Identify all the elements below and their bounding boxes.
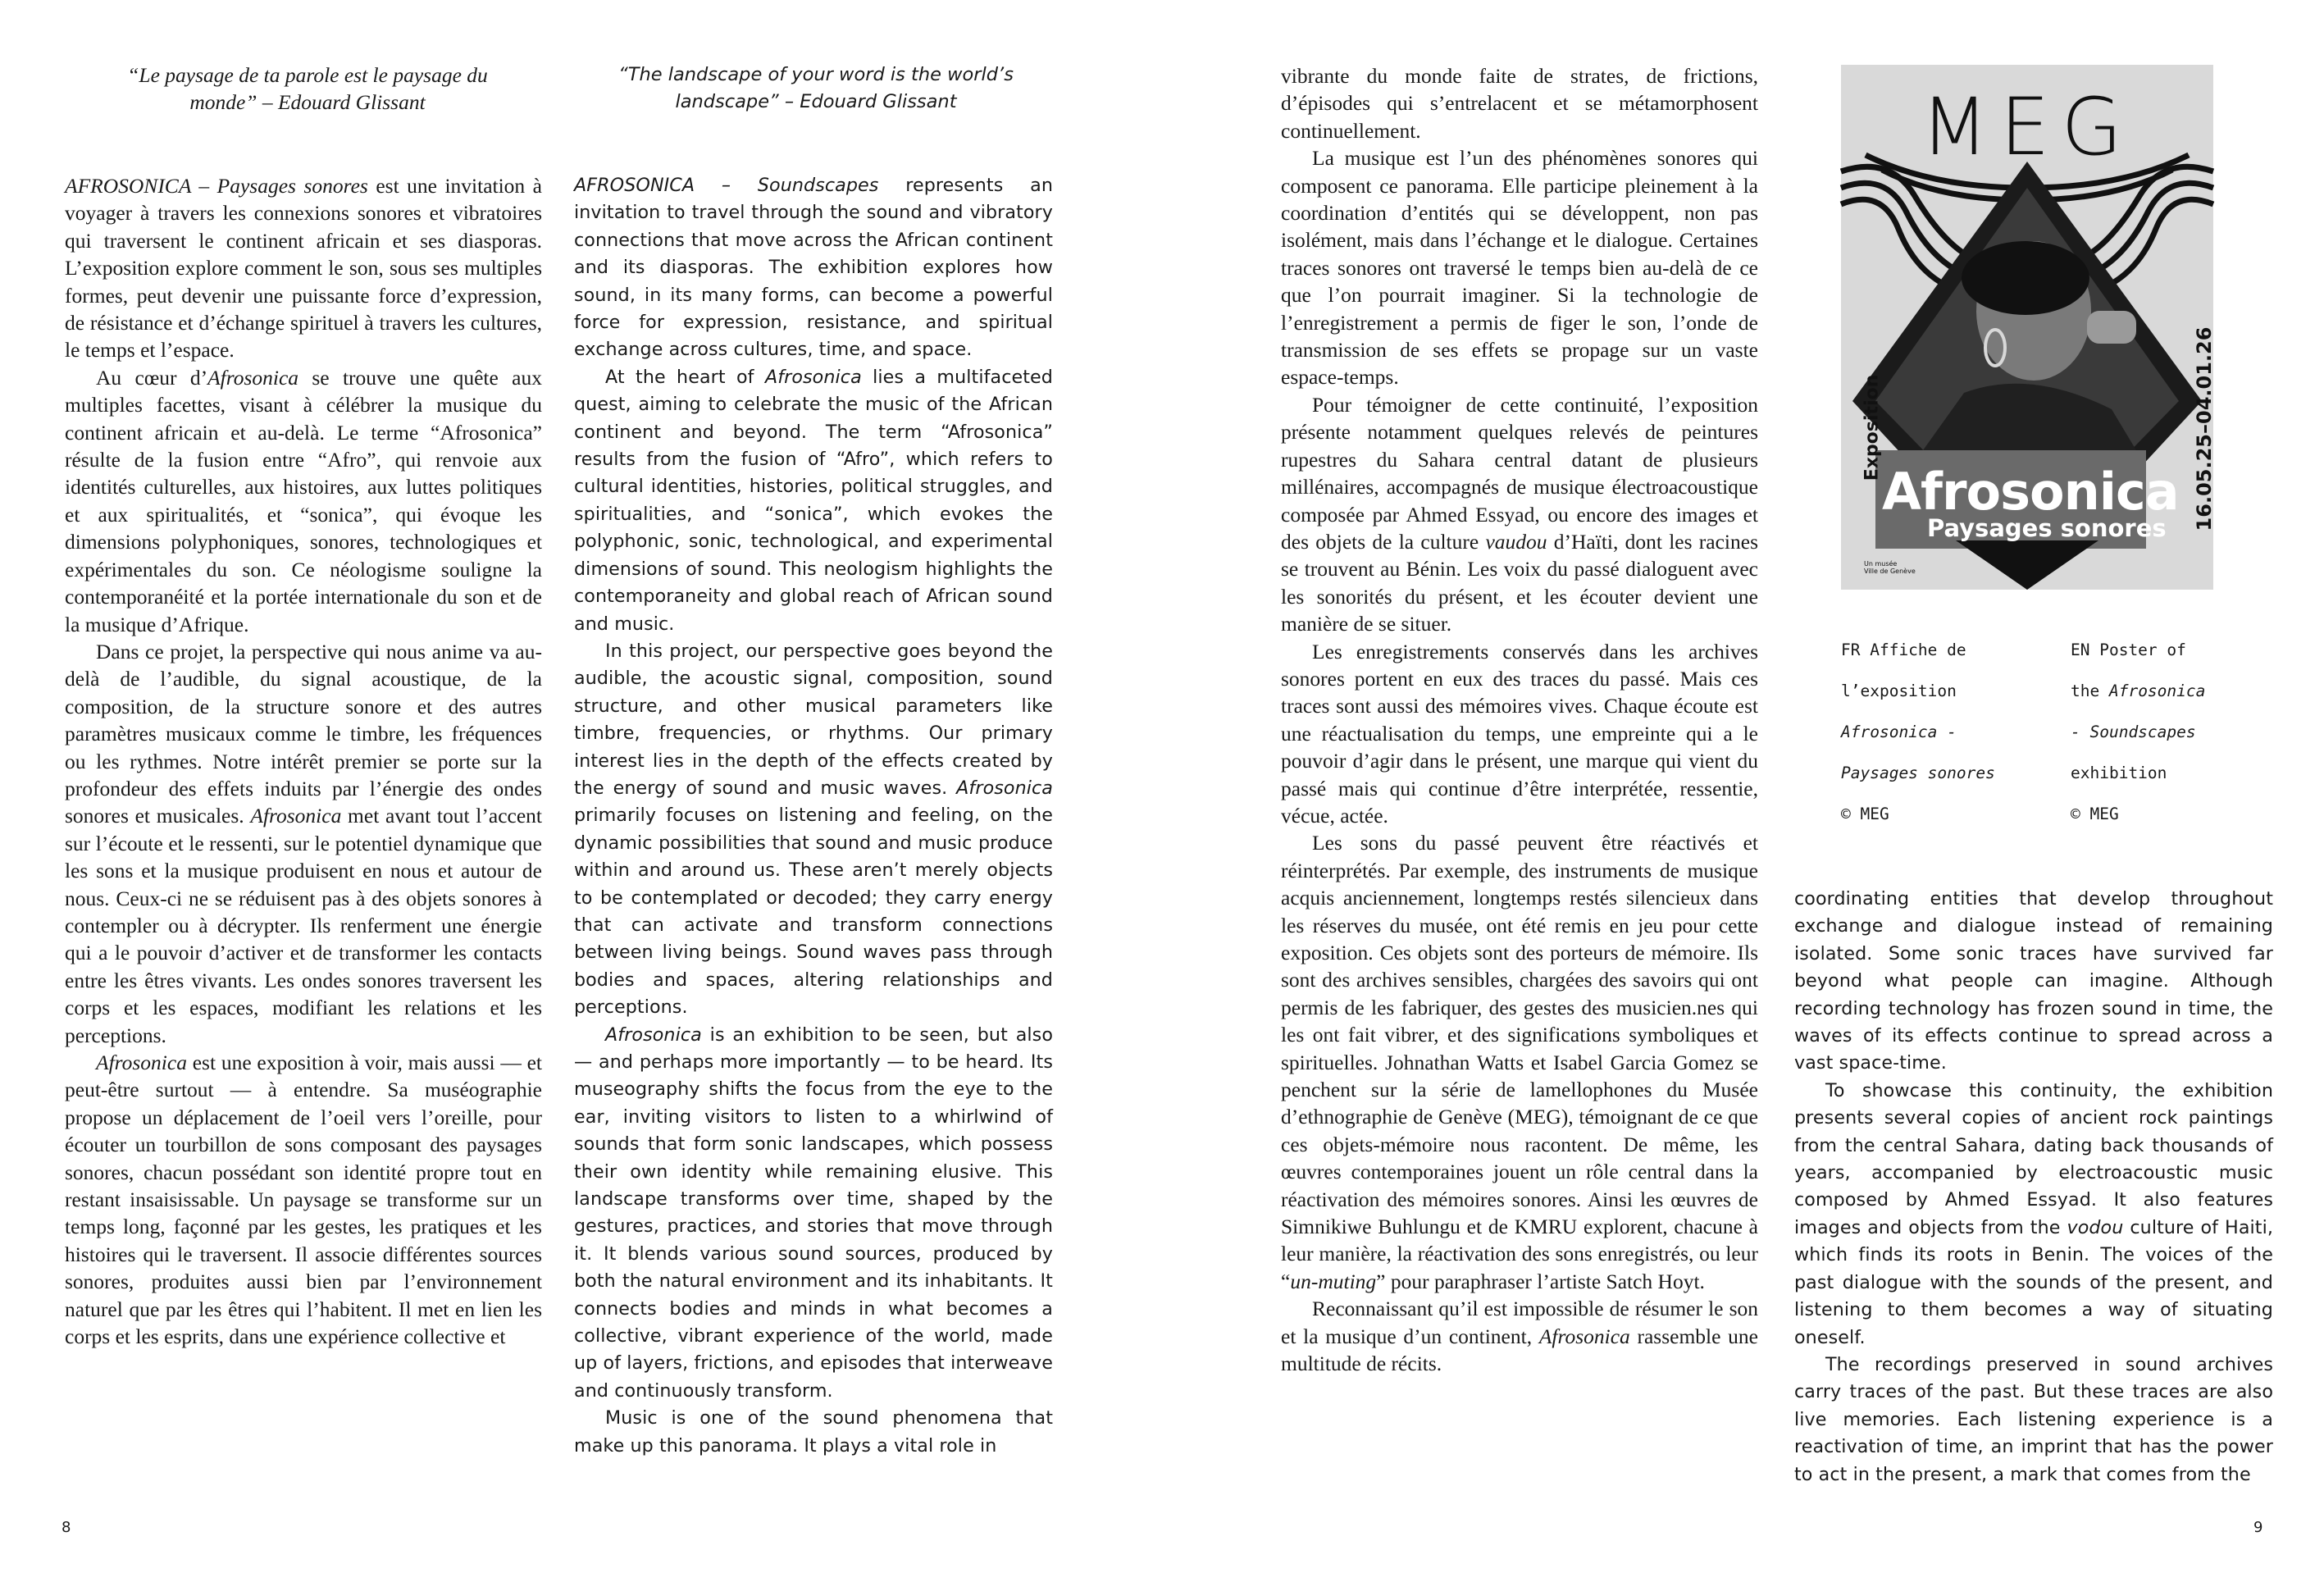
poster-subtitle: Paysages sonores [1927, 514, 2167, 542]
paragraph: At the heart of Afrosonica lies a multifaceted quest, aiming to celebrate the music of the African continent and beyond. The term “Afrosonica” results from the fusion of “Afro”, which refers to cultural identities, histories, political struggles, and spiritualities, and “sonica”, which evokes the polyphonic, sonic, technological, and experimental dimensions of sound. This neologism highlights the contemporaneity and global reach of African sound and music. [574, 366, 1053, 635]
caption-line: Paysages sonores [1841, 764, 1995, 782]
english-text-column [1794, 886, 2273, 1489]
caption-line: © MEG [1841, 805, 1889, 823]
caption-line: Afrosonica - [1841, 723, 1957, 741]
paragraph: Afrosonica is an exhibition to be seen, but also — and perhaps more importantly — to be heard. Its museography shifts the focus from the eye to the ear, inviting visitors to listen to a whirlwind of sounds that form sonic landscapes, which possess their own identity while remaining elusive. This landscape transforms over time, shaped by the gestures, practices, and stories that move through it. It blends various sound sources, produced by both the natural environment and its inhabitants. It connects bodies and minds in what becomes a collective, vibrant experience of the world, made up of layers, frictions, and episodes that interweave and continuously transform. [574, 1024, 1053, 1402]
poster-title: Afrosonica [1882, 462, 2179, 522]
exhibition-poster [1841, 65, 2216, 590]
quote-english: “The landscape of your word is the world’s landscape” – Edouard Glissant [618, 64, 1014, 112]
paragraph: Les enregistrements conservés dans les archives sonores portent en eux des traces du passé. Mais ces traces sont aussi des mémoires vives. Chaque écoute est une réactualisation du temps, une empreinte qui a le pouvoir d’agir dans le présent, une marque qui vient du passé mais qui continue d’être interprétée, ressentie, vécue, actée. [1281, 639, 1758, 827]
paragraph: AFROSONICA – Paysages sonores est une invitation à voyager à travers les connexions sonores et vibratoires qui traversent le continent africain et ses diasporas. L’exposition explore comment le son, sous ses multiples formes, peut devenir une puissante force d’expression, de résistance et d’échange spirituel à travers les cultures, le temps et l’espace. [65, 174, 542, 362]
caption-line: FR Affiche de [1841, 641, 1966, 659]
page-number: 8 [62, 1519, 71, 1536]
caption-line: © MEG [2071, 805, 2119, 823]
caption-line: exhibition [2071, 764, 2167, 782]
caption-line: EN Poster of [2071, 641, 2186, 659]
poster-museum-credit: Un musée Ville de Genève [1864, 560, 1916, 575]
caption-french [1841, 619, 2030, 845]
english-text-column [574, 172, 1053, 1460]
caption-line [2071, 681, 2251, 701]
paragraph: vibrante du monde faite de strates, de frictions, d’épisodes qui s’entrelacent et se métamorphosent continuellement. [1281, 64, 1758, 143]
paragraph: coordinating entities that develop throughout exchange and dialogue instead of remaining isolated. Some sonic traces have survived far beyond what people can imagine. Although recording technology has frozen sound in time, the waves of its effects continue to spread across a vast space-time. [1794, 888, 2273, 1074]
paragraph: Les sons du passé peuvent être réactivés et réinterprétés. Par exemple, des instruments de musique acquis anciennement, longtemps restés silencieux dans les réserves du musée, ont été remis en jeu pour cette exposition. Ces objets sont des porteurs de mémoire. Ils sont des archives sensibles, chargées des savoirs qui ont permis de les fabriquer, des gestes des musicien.nes qui les ont fait vibrer, et des significations symboliques et spirituelles. Johnathan Watts et Isabel Garcia Gomez se penchent sur la série de lamellophones du Musée d’ethnographie de Genève (MEG), témoignant de ce que ces objets-mémoire nous racontent. De même, les œuvres contemporaines jouent un rôle central dans la réactivation des mémoires sonores. Ainsi les œuvres de Simnikiwe Buhlungu et de KMRU explorent, chacune à leur manière, la réactivation des sons enregistrés, ou leur “un-muting” pour paraphraser l’artiste Satch Hoyt. [1281, 831, 1758, 1293]
quote-french: “Le paysage de ta parole est le paysage du monde” – Edouard Glissant [127, 63, 488, 114]
paragraph: Reconnaissant qu’il est impossible de résumer le son et la musique d’un continent, Afrosonica rassemble une multitude de récits. [1281, 1297, 1758, 1376]
paragraph: La musique est l’un des phénomènes sonores qui composent ce panorama. Elle participe pleinement à la coordination d’entités qui se développent, non pas isolément, mais dans l’échange et le dialogue. Certaines traces sonores ont traversé le temps bien au-delà de ce que l’on pourrait imaginer. Si la technologie de l’enregistrement a permis de figer le son, l’onde de transmission de ses effets se propage sur un vaste espace-temps. [1281, 146, 1758, 390]
caption-english [2071, 619, 2251, 845]
caption-fragment: the [2071, 682, 2109, 700]
caption-line: - Soundscapes [2071, 723, 2196, 741]
french-text-column [1281, 62, 1758, 1378]
paragraph: AFROSONICA – Soundscapes represents an invitation to travel through the sound and vibratory connections that move across the African continent and its diasporas. The exhibition explores how sound, in its many forms, can become a powerful force for expression, resistance, and spiritual exchange across cultures, time, and space. [574, 175, 1053, 361]
paragraph: In this project, our perspective goes beyond the audible, the acoustic signal, composition, sound structure, and other musical parameters like timbre, frequencies, or rhythms. Our primary interest lies in the depth of the effects created by the energy of sound and music waves. Afrosonica primarily focuses on listening and feeling, on the dynamic possibilities that sound and music produce within and around us. These aren’t merely objects to be contemplated or decoded; they carry energy that can activate and transform connections between living beings. Sound waves pass through bodies and spaces, altering relationships and perceptions. [574, 640, 1053, 1019]
poster-brand: MEG [1921, 81, 2134, 173]
paragraph: Pour témoigner de cette continuité, l’exposition présente notamment quelques relevés de peintures rupestres du Sahara central datant de plusieurs millénaires, accompagnés de musique électroacoustique composée par Ahmed Essyad, ou encore des images et des objets de la culture vaudou d’Haïti, dont les racines se trouvent au Bénin. Les voix du passé dialoguent avec les sonorités du présent, et les écouter devient une manière de se situer. [1281, 392, 1758, 636]
caption-fragment: Afrosonica [2108, 682, 2206, 700]
caption-line: l’exposition [1841, 682, 1957, 700]
poster-vertical-label: Exposition [1861, 374, 1883, 481]
paragraph: The recordings preserved in sound archives carry traces of the past. But these traces are also live memories. Each listening experience is a reactivation of time, an imprint that has the power to act in the present, a mark that comes from the [1794, 1353, 2273, 1485]
paragraph: Music is one of the sound phenomena that make up this panorama. It plays a vital role in [574, 1407, 1053, 1457]
paragraph: Dans ce projet, la perspective qui nous anime va au-delà de l’audible, du signal acoustique, de la composition, de la structure sonore et des autres paramètres musicaux comme le timbre, les fréquences ou les rythmes. Notre intérêt premier se porte sur la profondeur des effets induits par l’énergie des ondes sonores et musicales. Afrosonica met avant tout l’accent sur l’écoute et le ressenti, sur le potentiel dynamique que les sons et la musique produisent en nous et autour de nous. Ceux-ci ne se réduisent pas à des objets sonores à contempler ou à décrypter. Ils renferment une énergie qui a le pouvoir d’activer et de transformer les contacts entre les êtres vivants. Les ondes sonores traversent les corps et les espaces, modifiant les relations et les perceptions. [65, 639, 542, 1047]
french-text-column [65, 172, 542, 1350]
paragraph: Afrosonica est une exposition à voir, mais aussi — et peut-être surtout — à entendre. Sa muséographie propose un déplacement de l’oeil vers l’oreille, pour écouter un tourbillon de sons composant des paysages sonores, chacun possédant son identité propre tout en restant insaisissable. Un paysage se transforme sur un temps long, façonné par les gestes, les pratiques et les histoires qui le traversent. Il associe différentes sources sonores, produites aussi bien par l’environnement naturel que par les êtres qui l’habitent. Il met en lien les corps et les esprits, dans une expérience collective et [65, 1051, 542, 1349]
paragraph: To showcase this continuity, the exhibition presents several copies of ancient rock paintings from the central Sahara, dating back thousands of years, accompanied by electroacoustic music composed by Ahmed Essyad. It also features images and objects from the vodou culture of Haiti, which finds its roots in Benin. The voices of the past dialogue with the sounds of the present, and listening to them becomes a way of situating oneself. [1794, 1079, 2273, 1348]
paragraph: Au cœur d’Afrosonica se trouve une quête aux multiples facettes, visant à célébrer la musique du continent africain et au-delà. Le terme “Afrosonica” résulte de la fusion entre “Afro”, qui renvoie aux identités culturelles, aux histoires, aux luttes politiques et aux spiritualités, et “sonica”, qui évoque les dimensions polyphoniques, sonores, technologiques et expérimentales du son. Ce néologisme souligne la contemporanéité et la portée internationale du son et de la musique d’Afrique. [65, 365, 542, 636]
page-number: 9 [2253, 1519, 2263, 1536]
poster-dates: 16.05.25–04.01.26 [2193, 326, 2216, 531]
